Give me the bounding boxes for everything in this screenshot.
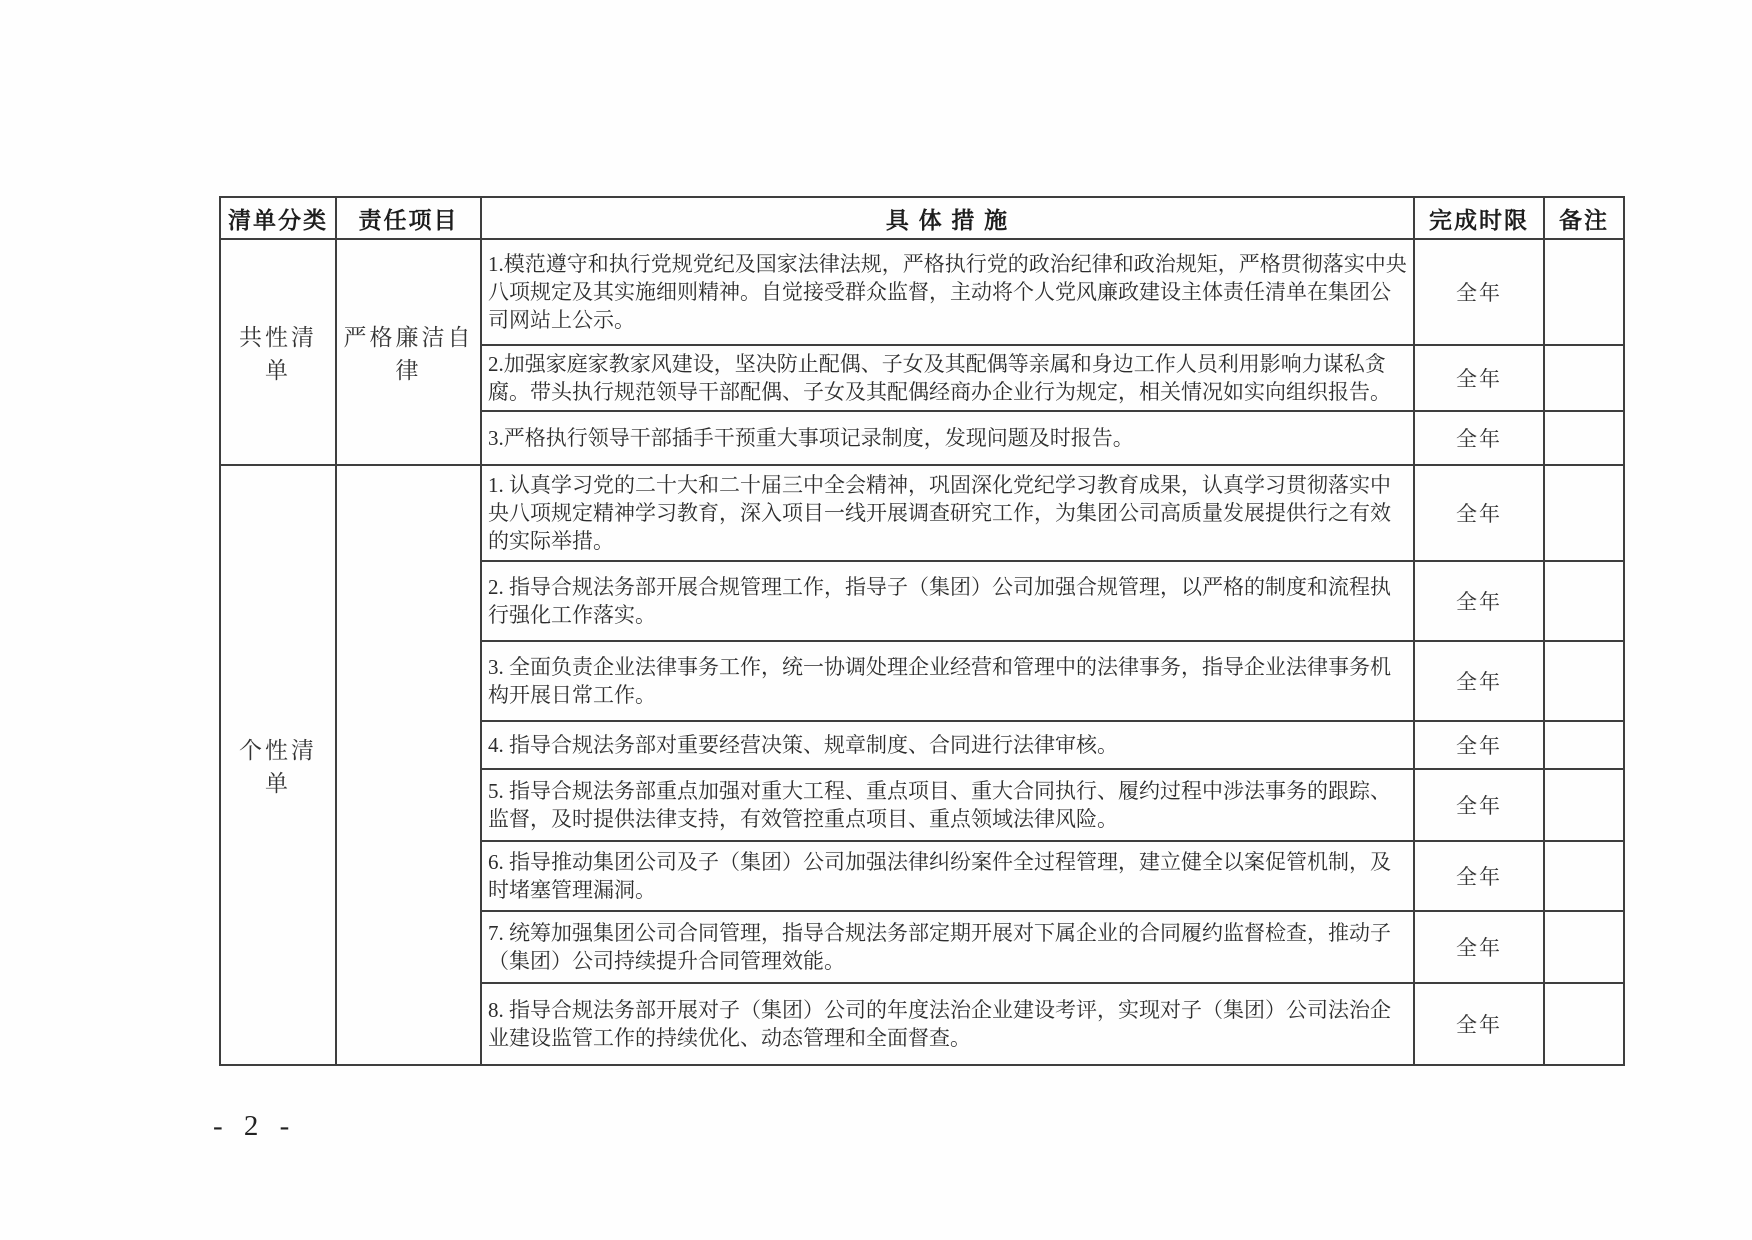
remark-cell bbox=[1544, 561, 1624, 641]
header-project: 责任项目 bbox=[336, 197, 481, 239]
project-cell-common: 严格廉洁自律 bbox=[336, 239, 481, 465]
header-category: 清单分类 bbox=[220, 197, 336, 239]
project-cell-individual bbox=[336, 465, 481, 1065]
deadline-cell: 全年 bbox=[1414, 911, 1544, 983]
document-table bbox=[219, 196, 1625, 1066]
measure-cell: 8. 指导合规法务部开展对子（集团）公司的年度法治企业建设考评，实现对子（集团）公司法治企业建设监管工作的持续优化、动态管理和全面督查。 bbox=[481, 983, 1414, 1065]
measure-cell: 2.加强家庭家教家风建设，坚决防止配偶、子女及其配偶等亲属和身边工作人员利用影响力谋私贪腐。带头执行规范领导干部配偶、子女及其配偶经商办企业行为规定，相关情况如实向组织报告。 bbox=[481, 345, 1414, 411]
measure-cell: 5. 指导合规法务部重点加强对重大工程、重点项目、重大合同执行、履约过程中涉法事务的跟踪、监督，及时提供法律支持，有效管控重点项目、重点领域法律风险。 bbox=[481, 769, 1414, 841]
measure-cell: 1. 认真学习党的二十大和二十届三中全会精神，巩固深化党纪学习教育成果，认真学习贯彻落实中央八项规定精神学习教育，深入项目一线开展调查研究工作，为集团公司高质量发展提供行之有效的实际举措。 bbox=[481, 465, 1414, 561]
measure-cell: 3.严格执行领导干部插手干预重大事项记录制度，发现问题及时报告。 bbox=[481, 411, 1414, 465]
measure-cell: 3. 全面负责企业法律事务工作，统一协调处理企业经营和管理中的法律事务，指导企业法律事务机构开展日常工作。 bbox=[481, 641, 1414, 721]
header-measures: 具 体 措 施 bbox=[481, 197, 1414, 239]
remark-cell bbox=[1544, 841, 1624, 911]
deadline-cell: 全年 bbox=[1414, 983, 1544, 1065]
remark-cell bbox=[1544, 239, 1624, 345]
measure-cell: 2. 指导合规法务部开展合规管理工作，指导子（集团）公司加强合规管理，以严格的制度和流程执行强化工作落实。 bbox=[481, 561, 1414, 641]
deadline-cell: 全年 bbox=[1414, 841, 1544, 911]
category-cell-common: 共性清单 bbox=[220, 239, 336, 465]
category-cell-individual: 个性清单 bbox=[220, 465, 336, 1065]
measure-cell: 7. 统筹加强集团公司合同管理，指导合规法务部定期开展对下属企业的合同履约监督检查，推动子（集团）公司持续提升合同管理效能。 bbox=[481, 911, 1414, 983]
remark-cell bbox=[1544, 345, 1624, 411]
remark-cell bbox=[1544, 641, 1624, 721]
deadline-cell: 全年 bbox=[1414, 721, 1544, 769]
measure-cell: 4. 指导合规法务部对重要经营决策、规章制度、合同进行法律审核。 bbox=[481, 721, 1414, 769]
header-deadline: 完成时限 bbox=[1414, 197, 1544, 239]
header-remarks: 备注 bbox=[1544, 197, 1624, 239]
table-row bbox=[220, 465, 1624, 561]
deadline-cell: 全年 bbox=[1414, 239, 1544, 345]
measure-cell: 6. 指导推动集团公司及子（集团）公司加强法律纠纷案件全过程管理，建立健全以案促管机制，及时堵塞管理漏洞。 bbox=[481, 841, 1414, 911]
deadline-cell: 全年 bbox=[1414, 769, 1544, 841]
remark-cell bbox=[1544, 769, 1624, 841]
remark-cell bbox=[1544, 721, 1624, 769]
page-number: - 2 - bbox=[213, 1110, 297, 1142]
remark-cell bbox=[1544, 465, 1624, 561]
deadline-cell: 全年 bbox=[1414, 411, 1544, 465]
table-row bbox=[220, 239, 1624, 345]
deadline-cell: 全年 bbox=[1414, 561, 1544, 641]
remark-cell bbox=[1544, 911, 1624, 983]
measure-cell: 1.模范遵守和执行党规党纪及国家法律法规，严格执行党的政治纪律和政治规矩，严格贯彻落实中央八项规定及其实施细则精神。自觉接受群众监督，主动将个人党风廉政建设主体责任清单在集团公司网站上公示。 bbox=[481, 239, 1414, 345]
remark-cell bbox=[1544, 411, 1624, 465]
deadline-cell: 全年 bbox=[1414, 345, 1544, 411]
deadline-cell: 全年 bbox=[1414, 641, 1544, 721]
table-header-row bbox=[220, 197, 1624, 239]
deadline-cell: 全年 bbox=[1414, 465, 1544, 561]
remark-cell bbox=[1544, 983, 1624, 1065]
